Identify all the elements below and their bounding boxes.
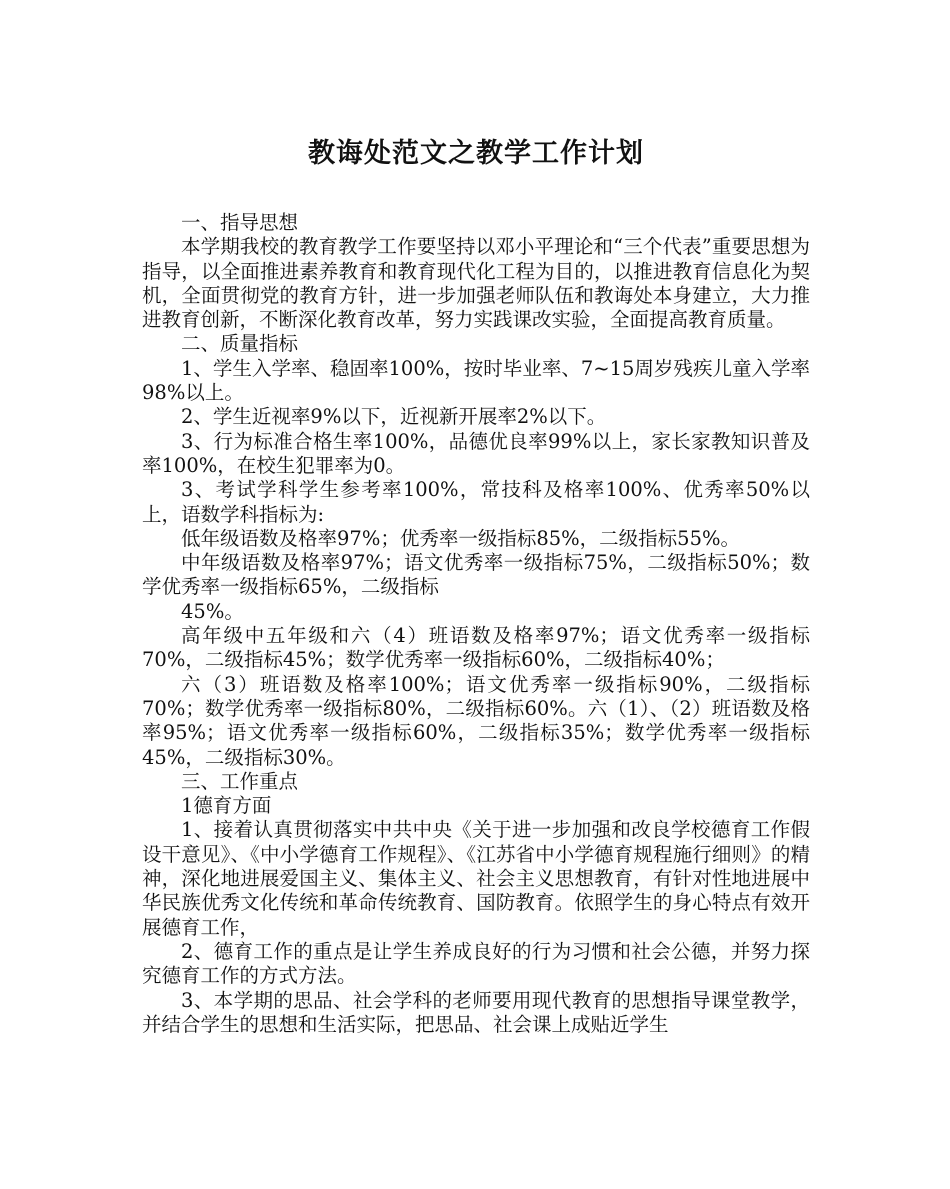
section-heading: 三、工作重点 [181, 769, 299, 793]
body-paragraph: 3、考试学科学生参考率100%，常技科及格率100%、优秀率50%以上，语数学科指标为: [142, 478, 810, 526]
body-paragraph: 中年级语数及格率97%；语文优秀率一级指标75%，二级指标50%；数学优秀率一级指标65%，二级指标 [142, 551, 810, 599]
document-title: 教诲处范文之教学工作计划 [308, 138, 644, 169]
body-paragraph: 3、行为标准合格生率100%，品德优良率99%以上，家长家教知识普及率100%，在校生犯罪率为0。 [142, 429, 810, 477]
body-paragraph: 1、学生入学率、稳固率100%，按时毕业率、7~15周岁残疾儿童入学率98%以上。 [142, 356, 810, 405]
body-paragraph: 2、学生近视率9%以下，近视新开展率2%以下。 [181, 405, 607, 429]
body-paragraph: 1、接着认真贯彻落实中共中央《关于进一步加强和改良学校德育工作假设干意见》、《中小学德育工作规程》、《江苏省中小学德育规程施行细则》的精神，深化地进展爱国主义、集体主义、社会主义思想教育，有针对性地进展中华民族优秀文化传统和革命传统教育、国防教育。依照学生的身心特点有效开展德育工作， [142, 818, 810, 939]
section-heading: 一、指导思想 [181, 211, 299, 234]
body-paragraph: 高年级中五年级和六（4）班语数及格率97%；语文优秀率一级指标70%，二级指标45%；数学优秀率一级指标60%，二级指标40%； [142, 624, 810, 672]
body-paragraph: 45%。 [181, 599, 244, 623]
body-paragraph: 3、本学期的思品、社会学科的老师要用现代教育的思想指导课堂教学，并结合学生的思想和生活实际，把思品、社会课上成贴近学生 [142, 988, 810, 1036]
body-paragraph: 本学期我校的教育教学工作要坚持以邓小平理论和“三个代表”重要思想为指导，以全面推进素养教育和教育现代化工程为目的，以推进教育信息化为契机，全面贯彻党的教育方针，进一步加强老师队伍和教诲处本身建立，大力推进教育创新，不断深化教育改革，努力实践课改实验，全面提高教育质量。 [142, 235, 810, 332]
body-paragraph: 六（3）班语数及格率100%；语文优秀率一级指标90%，二级指标70%；数学优秀率一级指标80%，二级指标60%。六（1）、（2）班语数及格率95%；语文优秀率一级指标60%，二级指标35%；数学优秀率一级指标45%，二级指标30%。 [142, 672, 810, 769]
subsection-heading: 1德育方面 [181, 794, 272, 818]
body-paragraph: 2、德育工作的重点是让学生养成良好的行为习惯和社会公德，并努力探究德育工作的方式方法。 [142, 939, 810, 988]
body-paragraph: 低年级语数及格率97%；优秀率一级指标85%，二级指标55%。 [181, 526, 741, 550]
document-body [142, 211, 810, 1037]
section-heading: 二、质量指标 [181, 332, 299, 356]
